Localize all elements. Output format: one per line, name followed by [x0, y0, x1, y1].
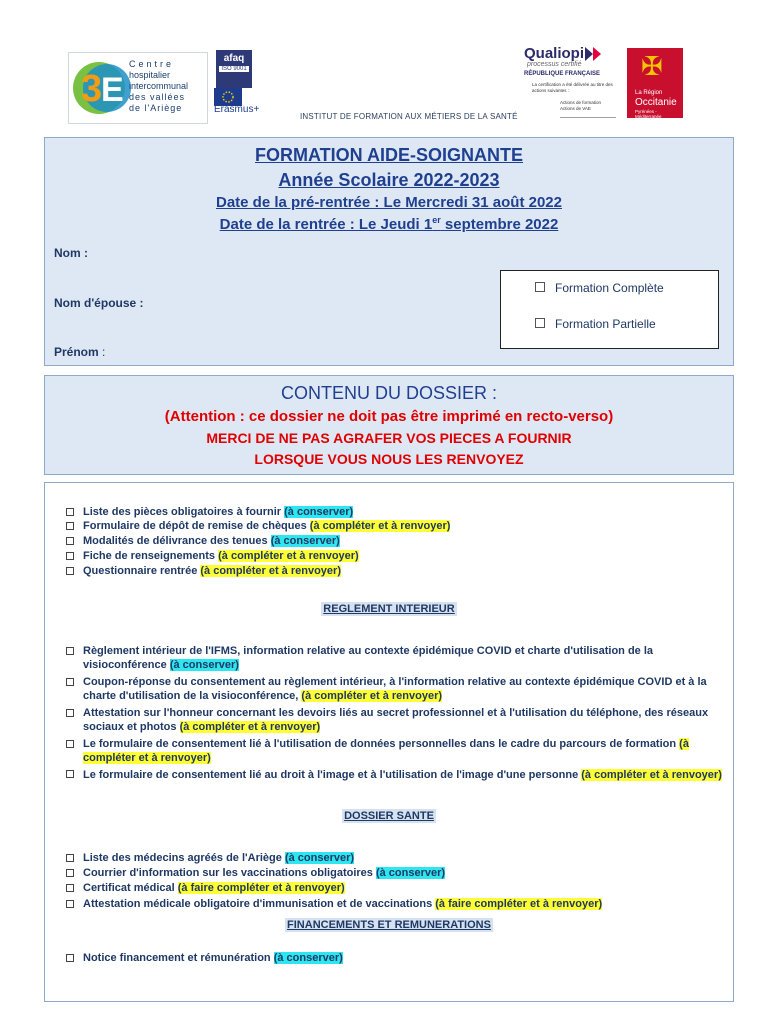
item-tag: (à compléter et à renvoyer)	[83, 738, 689, 764]
institut-title: INSTITUT DE FORMATION AUX MÉTIERS DE LA SANTÉ	[300, 112, 518, 121]
prenom-colon: :	[98, 345, 106, 359]
prenom-label	[54, 345, 105, 359]
item-tag: (à conserver)	[169, 659, 239, 671]
chiva-logo-icon	[73, 57, 131, 119]
item-tag: (à compléter et à renvoyer)	[218, 550, 359, 562]
list-item	[66, 534, 726, 548]
list-item	[66, 505, 726, 519]
item-tag: (à compléter et à renvoyer)	[179, 721, 321, 733]
logo-line: des vallées	[129, 92, 186, 102]
rentree-sup: er	[432, 215, 441, 225]
list-item	[66, 767, 726, 783]
qualiopi-arrows-icon	[585, 47, 605, 61]
item-text: Le formulaire de consentement lié à l'utilisation de données personnelles dans le cadre du parcours de formation	[83, 738, 680, 750]
checkbox-bullet-icon	[66, 869, 74, 877]
prenom-text: Prénom	[54, 345, 99, 359]
checkbox-bullet-icon	[66, 567, 74, 575]
item-text: Liste des pièces obligatoires à fournir	[83, 506, 285, 518]
chiva-logo	[68, 52, 208, 124]
item-tag: (à conserver)	[273, 952, 343, 964]
qualiopi-subtitle: processus certifié	[527, 61, 582, 68]
list-item	[66, 564, 726, 578]
checkbox-bullet-icon	[66, 647, 74, 655]
option-label: Formation Complète	[555, 281, 664, 295]
logo-line: de l'Ariège	[129, 103, 183, 113]
item-text: Courrier d'information sur les vaccinations obligatoires	[83, 867, 376, 879]
item-tag: (à faire compléter et à renvoyer)	[435, 898, 603, 910]
checkbox-bullet-icon	[66, 770, 74, 778]
section-sante	[44, 810, 734, 822]
item-tag: (à conserver)	[375, 867, 446, 879]
item-text: Attestation médicale obligatoire d'immunisation et de vaccinations	[83, 898, 436, 910]
list-item	[66, 897, 726, 911]
item-tag: (à conserver)	[284, 852, 355, 864]
list-item	[66, 549, 726, 563]
list-item	[66, 951, 726, 965]
item-tag: (à compléter et à renvoyer)	[301, 690, 443, 702]
item-tag: (à conserver)	[270, 535, 340, 547]
region-line-1: La Région	[635, 90, 663, 96]
checkbox-bullet-icon	[66, 854, 74, 862]
item-text: Liste des médecins agréés de l'Ariège	[83, 852, 285, 864]
formation-title: FORMATION AIDE-SOIGNANTE	[255, 145, 523, 165]
section-title: DOSSIER SANTE	[344, 810, 434, 822]
list-item	[66, 737, 726, 765]
list-item	[66, 519, 726, 533]
date-rentree	[44, 215, 734, 233]
list-item	[66, 881, 726, 895]
option-label: Formation Partielle	[555, 317, 656, 331]
date-pre-rentree: Date de la pré-rentrée : Le Mercredi 31 août 2022	[216, 194, 562, 211]
checkbox[interactable]	[535, 318, 545, 328]
rentree-text: Date de la rentrée : Le Jeudi 1	[219, 216, 433, 233]
logo-line: Centre	[129, 59, 175, 69]
item-text: Le formulaire de consentement lié au droit à l'image et à l'utilisation de l'image d'une personne	[83, 769, 582, 781]
item-text: Formulaire de dépôt de remise de chèques	[83, 520, 310, 532]
afaq-iso: ISO 9001	[219, 66, 249, 72]
attention-note: (Attention : ce dossier ne doit pas être imprimé en recto-verso)	[164, 408, 614, 425]
cert-item: Actions de VAE	[560, 105, 591, 111]
list-item	[66, 644, 726, 672]
svg-text:E: E	[101, 71, 124, 109]
contenu-title: CONTENU DU DOSSIER :	[280, 383, 498, 403]
region-line-3: Pyrénées - Méditerranée	[635, 109, 662, 119]
checkbox-bullet-icon	[66, 884, 74, 892]
merci-note-1: MERCI DE NE PAS AGRAFER VOS PIECES A FOURNIR	[206, 430, 572, 446]
item-text: Attestation sur l'honneur concernant les devoirs liés au secret professionnel et à l'utilisation du téléphone, des réseaux sociaux et photos	[83, 707, 709, 733]
certification-text: La certification a été délivrée au titre des actions suivantes :	[532, 82, 613, 93]
section-financements	[44, 919, 734, 931]
list-item	[66, 706, 726, 734]
checkbox-bullet-icon	[66, 900, 74, 908]
institut-divider	[560, 117, 616, 118]
rentree-text-end: septembre 2022	[440, 216, 559, 233]
section-reglement	[44, 603, 734, 615]
cert-item: Actions de formation	[560, 100, 602, 105]
section-title: REGLEMENT INTERIEUR	[323, 603, 455, 615]
erasmus-logo: Erasmus+	[214, 104, 260, 115]
checkbox-bullet-icon	[66, 552, 74, 560]
chiva-logo-text	[129, 59, 188, 114]
list-item	[66, 851, 726, 865]
checkbox[interactable]	[535, 282, 545, 292]
logo-line: intercommunal	[129, 81, 189, 91]
svg-text:3: 3	[81, 68, 103, 110]
option-formation-complete[interactable]	[535, 281, 664, 295]
checkbox-bullet-icon	[66, 709, 74, 717]
checkbox-bullet-icon	[66, 678, 74, 686]
item-tag: (à faire compléter et à renvoyer)	[177, 882, 345, 894]
qualiopi-logo: Qualiopi	[524, 45, 584, 62]
item-text: Modalités de délivrance des tenues	[83, 535, 271, 547]
nom-label: Nom :	[54, 246, 88, 260]
afaq-logo	[216, 50, 252, 88]
checkbox-bullet-icon	[66, 954, 74, 962]
item-tag: (à compléter et à renvoyer)	[309, 520, 451, 532]
region-occitanie-logo	[627, 48, 683, 118]
afaq-label: afaq	[223, 53, 245, 64]
item-tag: (à compléter et à renvoyer)	[200, 565, 341, 577]
nom-epouse-label: Nom d'épouse :	[54, 296, 144, 310]
certification-actions	[560, 100, 620, 111]
item-text: Coupon-réponse du consentement au règlement intérieur, à l'information relative au contexte épidémique COVID et à la charte d'utilisation de la visioconférence,	[83, 676, 707, 702]
checkbox-bullet-icon	[66, 537, 74, 545]
item-text: Notice financement et rémunération	[83, 952, 274, 964]
formation-type-box	[500, 270, 719, 349]
annee-scolaire: Année Scolaire 2022-2023	[278, 170, 500, 190]
section-title: FINANCEMENTS ET REMUNERATIONS	[287, 919, 491, 931]
logo-line: hospitalier	[129, 70, 171, 80]
occitan-cross-icon: ✠	[641, 51, 663, 81]
list-item	[66, 866, 726, 880]
item-text: Certificat médical	[83, 882, 178, 894]
item-tag: (à compléter et à renvoyer)	[581, 769, 722, 781]
list-item	[66, 675, 726, 703]
option-formation-partielle[interactable]	[535, 317, 656, 331]
item-tag: (à conserver)	[284, 506, 354, 518]
checkbox-bullet-icon	[66, 522, 74, 530]
item-text: Questionnaire rentrée	[83, 565, 201, 577]
checkbox-bullet-icon	[66, 508, 74, 516]
republique-francaise: RÉPUBLIQUE FRANÇAISE	[524, 71, 601, 77]
merci-note-2: LORSQUE VOUS NOUS LES RENVOYEZ	[254, 451, 524, 467]
region-line-2: Occitanie	[635, 97, 677, 108]
checkbox-bullet-icon	[66, 740, 74, 748]
item-text: Fiche de renseignements	[83, 550, 219, 562]
item-text: Règlement intérieur de l'IFMS, information relative au contexte épidémique COVID et charte d'utilisation de la visioconférence	[83, 645, 654, 671]
